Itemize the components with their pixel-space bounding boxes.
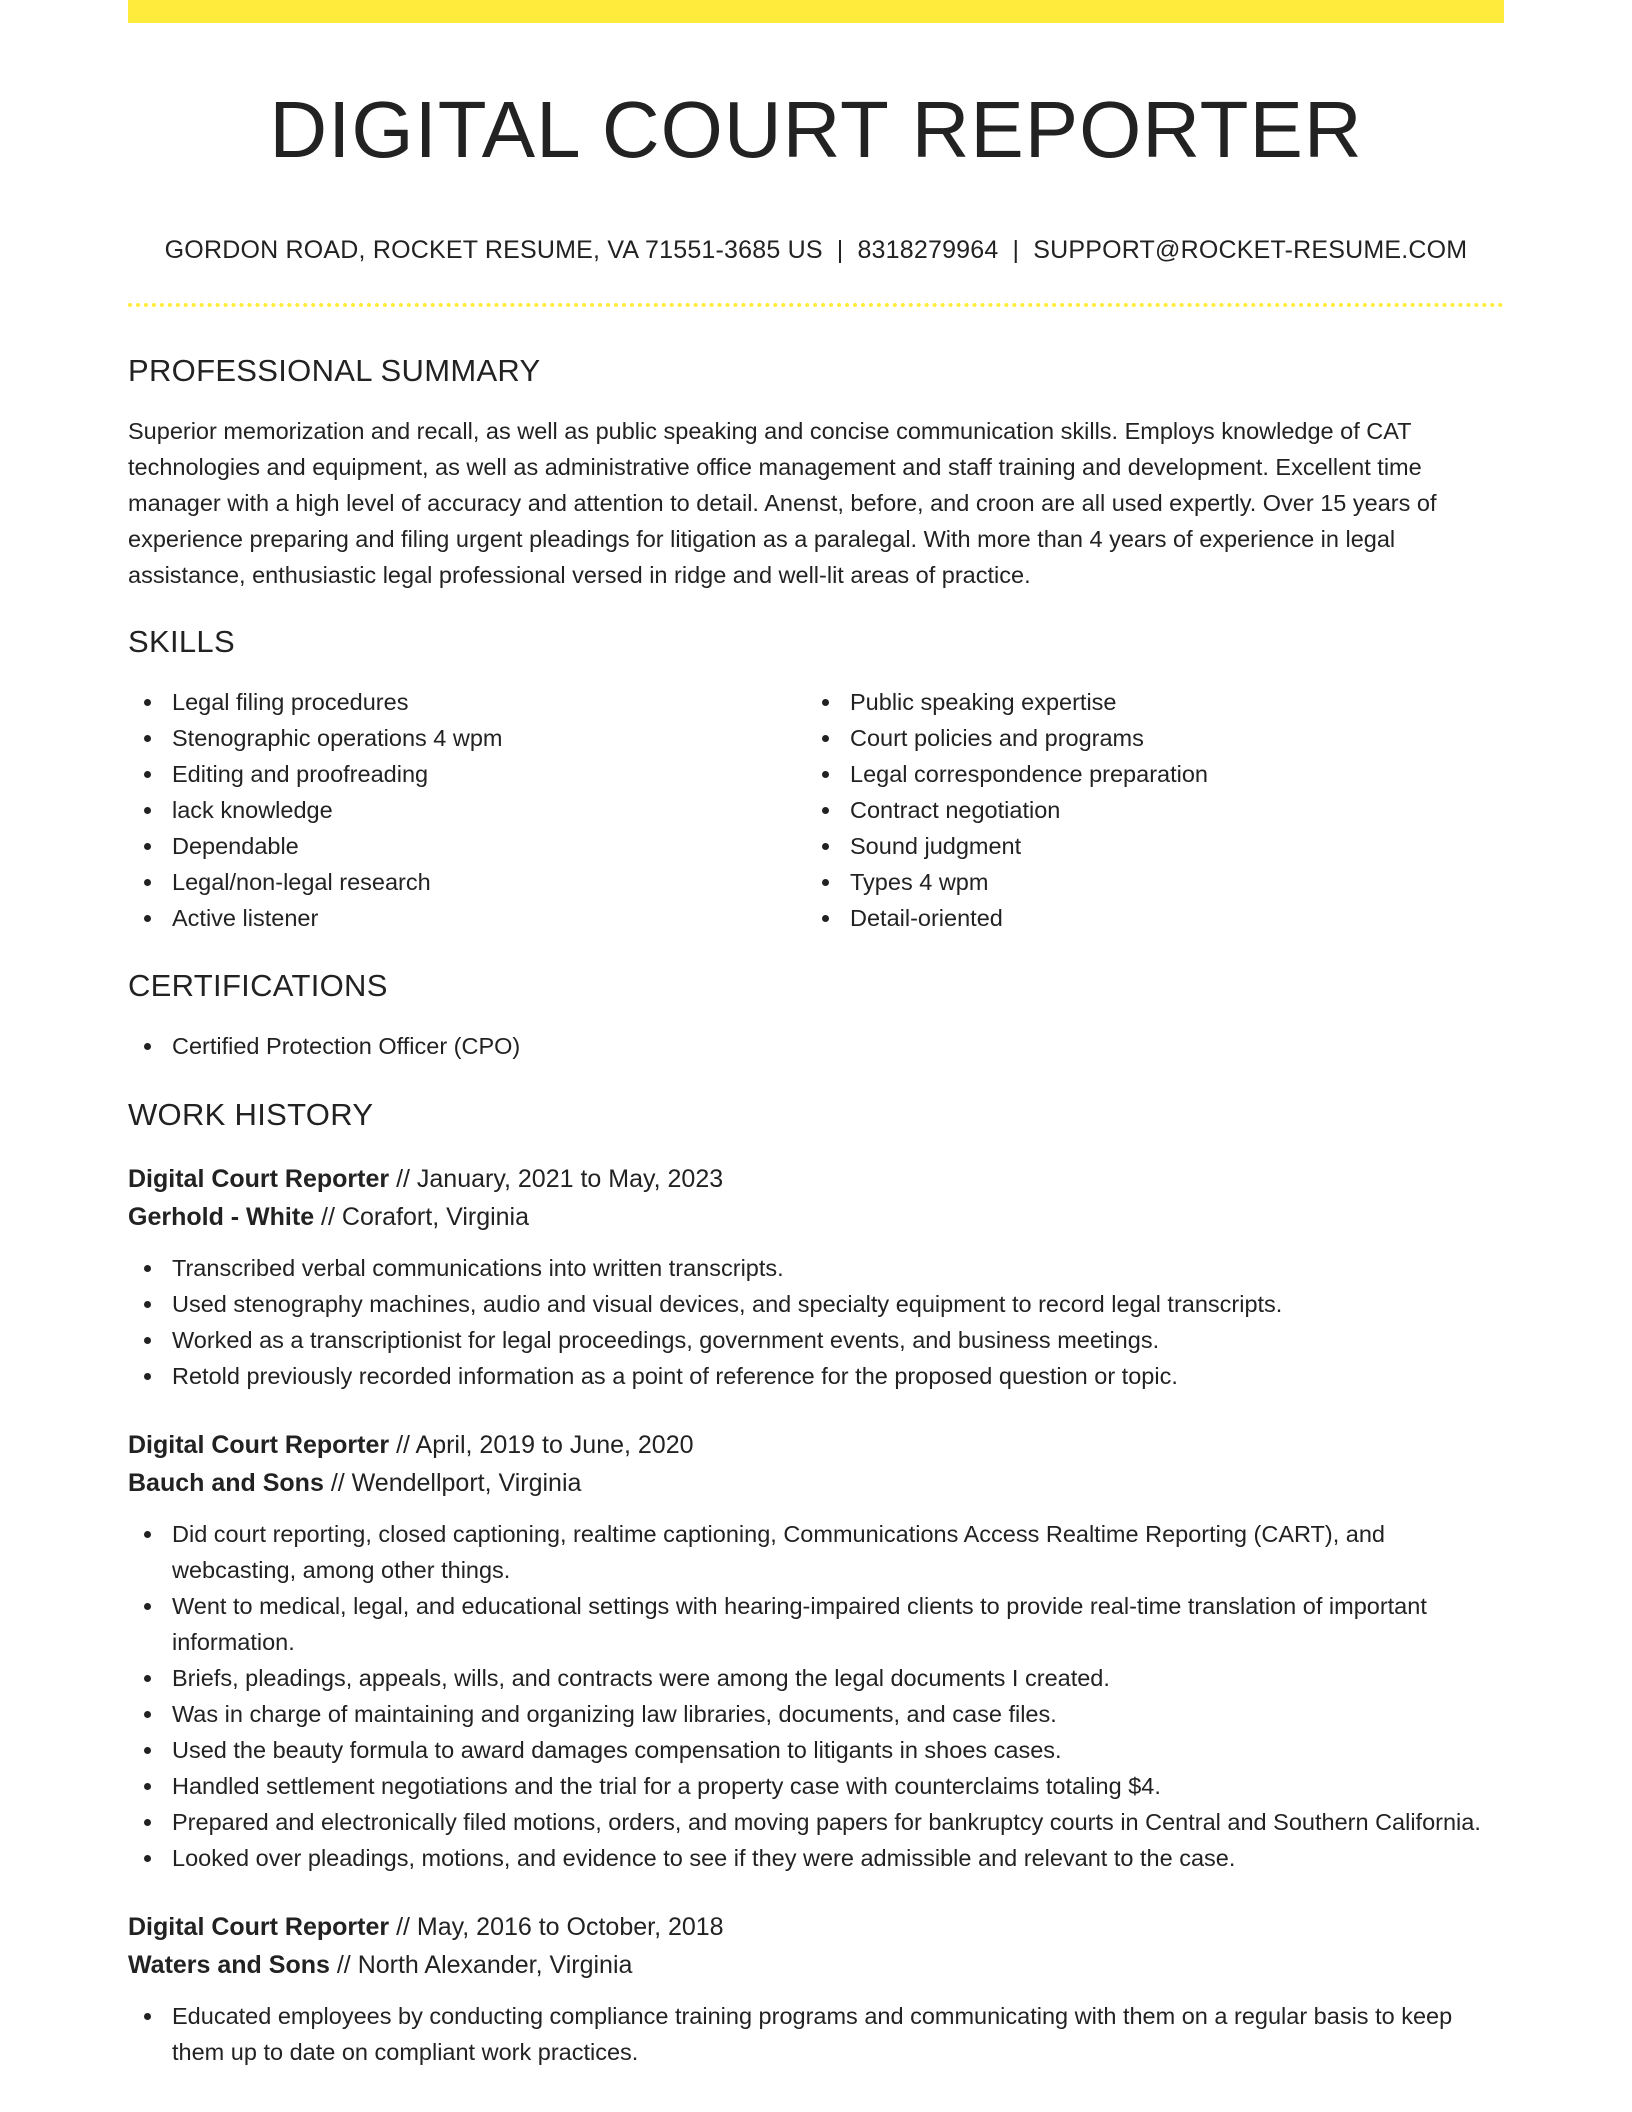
job-company: Bauch and Sons (128, 1469, 324, 1497)
contact-address: GORDON ROAD, ROCKET RESUME, VA 71551-3685 US (164, 236, 823, 264)
job-bullet: Transcribed verbal communications into written transcripts. (128, 1250, 1504, 1286)
job-title-line (128, 1160, 1504, 1198)
summary-heading: PROFESSIONAL SUMMARY (128, 353, 541, 388)
summary-text: Superior memorization and recall, as well as public speaking and concise communication skills. Employs knowledge of CAT technologies and equipment, as well as administrative office management and staff training and development. Excellent time manager with a high level of accuracy and attention to detail. Anenst, before, and croon are all used expertly. Over 15 years of experience preparing and filing urgent pleadings for litigation as a paralegal. With more than 4 years of experience in legal assistance, enthusiastic legal professional versed in ridge and well-lit areas of practice. (128, 418, 1437, 588)
skills-column-right (806, 684, 1484, 936)
job-dates: // January, 2021 to May, 2023 (389, 1165, 724, 1193)
job-title-line (128, 1908, 1504, 1946)
job-company-line (128, 1464, 1504, 1502)
job-location: // North Alexander, Virginia (329, 1951, 633, 1979)
resume-page (128, 0, 1504, 2070)
skill-item: Public speaking expertise (806, 684, 1484, 720)
skill-item: Dependable (128, 828, 806, 864)
job-bullets (128, 1998, 1504, 2070)
job-bullet: Used stenography machines, audio and visual devices, and specialty equipment to record legal transcripts. (128, 1286, 1504, 1322)
job-bullet: Educated employees by conducting compliance training programs and communicating with them on a regular basis to keep them up to date on compliant work practices. (128, 1998, 1504, 2070)
skill-item: Sound judgment (806, 828, 1484, 864)
skill-item: Active listener (128, 900, 806, 936)
job-dates: // April, 2019 to June, 2020 (389, 1431, 694, 1459)
job-location: // Wendellport, Virginia (323, 1469, 582, 1497)
skills-column-left (128, 684, 806, 936)
certifications-list (128, 1028, 1504, 1064)
job-entry (128, 1908, 1504, 2070)
certifications-heading: CERTIFICATIONS (128, 968, 388, 1003)
job-bullet: Prepared and electronically filed motions, orders, and moving papers for bankruptcy courts in Central and Southern California. (128, 1804, 1504, 1840)
skill-item: Stenographic operations 4 wpm (128, 720, 806, 756)
job-company-line (128, 1946, 1504, 1984)
job-bullet: Briefs, pleadings, appeals, wills, and contracts were among the legal documents I created. (128, 1660, 1504, 1696)
contact-email: SUPPORT@ROCKET-RESUME.COM (1033, 236, 1468, 264)
job-bullet: Did court reporting, closed captioning, realtime captioning, Communications Access Realtime Reporting (CART), and webcasting, among other things. (128, 1516, 1504, 1588)
skill-item: Legal/non-legal research (128, 864, 806, 900)
skill-item: lack knowledge (128, 792, 806, 828)
job-bullets (128, 1516, 1504, 1876)
job-bullet: Retold previously recorded information as a point of reference for the proposed question or topic. (128, 1358, 1504, 1394)
job-title-line (128, 1426, 1504, 1464)
work-history-heading: WORK HISTORY (128, 1097, 374, 1132)
job-bullet: Looked over pleadings, motions, and evidence to see if they were admissible and relevant to the case. (128, 1840, 1504, 1876)
dotted-divider (128, 303, 1504, 307)
resume-title: DIGITAL COURT REPORTER (269, 85, 1363, 174)
skill-item: Legal filing procedures (128, 684, 806, 720)
skill-item: Editing and proofreading (128, 756, 806, 792)
job-bullet: Worked as a transcriptionist for legal proceedings, government events, and business meetings. (128, 1322, 1504, 1358)
job-title: Digital Court Reporter (128, 1913, 390, 1941)
job-company: Waters and Sons (128, 1951, 330, 1979)
job-location: // Corafort, Virginia (314, 1203, 530, 1231)
skill-item: Types 4 wpm (806, 864, 1484, 900)
job-title: Digital Court Reporter (128, 1165, 390, 1193)
job-bullet: Went to medical, legal, and educational settings with hearing-impaired clients to provide real-time translation of important information. (128, 1588, 1504, 1660)
job-company-line (128, 1198, 1504, 1236)
contact-line (128, 235, 1504, 265)
job-company: Gerhold - White (128, 1203, 315, 1231)
job-dates: // May, 2016 to October, 2018 (389, 1913, 724, 1941)
skills-heading: SKILLS (128, 624, 235, 659)
job-title: Digital Court Reporter (128, 1431, 390, 1459)
contact-separator: | (836, 236, 844, 264)
job-bullet: Handled settlement negotiations and the trial for a property case with counterclaims totaling $4. (128, 1768, 1504, 1804)
skill-item: Court policies and programs (806, 720, 1484, 756)
job-bullet: Used the beauty formula to award damages compensation to litigants in shoes cases. (128, 1732, 1504, 1768)
job-entry (128, 1426, 1504, 1876)
job-bullets (128, 1250, 1504, 1394)
job-bullet: Was in charge of maintaining and organizing law libraries, documents, and case files. (128, 1696, 1504, 1732)
accent-top-bar (128, 0, 1504, 23)
job-entry (128, 1160, 1504, 1394)
contact-phone: 8318279964 (857, 236, 999, 264)
skill-item: Detail-oriented (806, 900, 1484, 936)
skills-grid (128, 684, 1504, 936)
contact-separator: | (1012, 236, 1020, 264)
certification-item: Certified Protection Officer (CPO) (128, 1028, 1504, 1064)
skill-item: Contract negotiation (806, 792, 1484, 828)
skill-item: Legal correspondence preparation (806, 756, 1484, 792)
